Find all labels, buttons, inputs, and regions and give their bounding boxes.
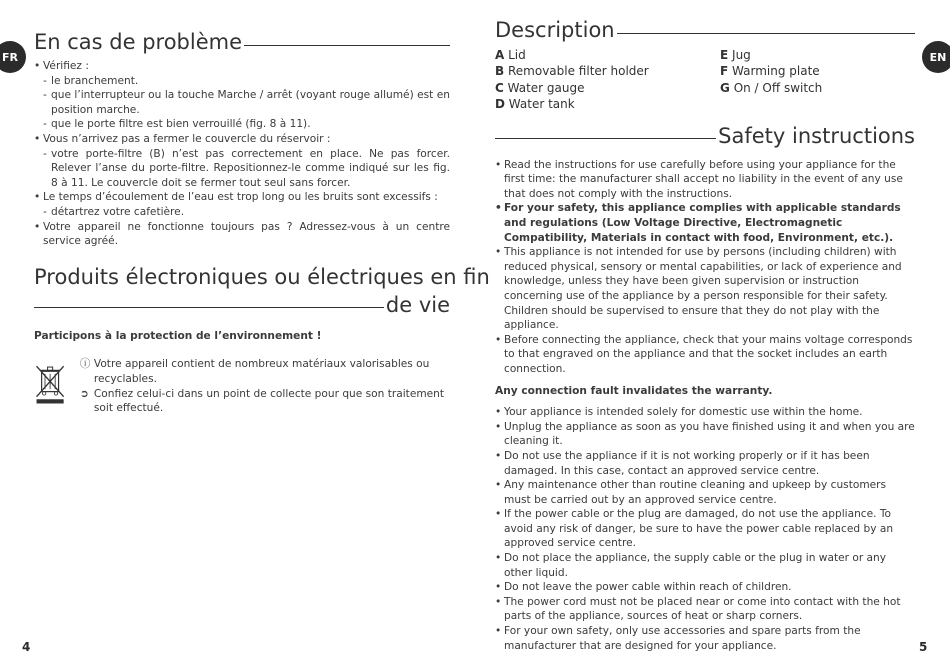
description-label: Water tank [508,97,575,112]
french-page [34,28,490,416]
problem-text: Vérifiez : [43,60,89,72]
warranty-note: Any connection fault invalidates the warranty. [495,384,773,397]
description-key: F [720,64,729,79]
problem-text: Vous n’arrivez pas a fermer le couvercle du réservoir : [43,132,331,145]
problem-item [34,220,450,249]
safety-item: • Do not leave the power cable within reach of children. [495,580,915,595]
safety-item: • This appliance is not intended for use by persons (including children) with reduced physical, sensory or mental capabilities, or lack of experience and knowledge, unless they have been given supervision or instruction concerning use of the appliance by a person responsible for their safety. Children should be supervised to ensure that they do not play with the appliance. [495,245,915,333]
description-key: D [495,97,505,112]
problem-item [34,59,450,132]
page-number-right: 5 [919,640,928,654]
safety-item: • If the power cable or the plug are damaged, do not use the appliance. To avoid any risk of danger, be sure to have the power cable replaced by an approved service centre. [495,507,915,551]
description-key: E [720,48,729,62]
safety-list-1 [495,158,915,377]
safety-item: • Do not place the appliance, the supply cable or the plug in water or any other liquid. [495,551,915,580]
enviro-subtitle: Participons à la protection de l’environnement ! [34,329,322,342]
recycling-text: Confiez celui-ci dans un point de collecte pour que son traitement soit effectué. [93,387,445,415]
page-number-left: 4 [22,640,31,654]
safety-item: • Before connecting the appliance, check that your mains voltage corresponds to that engraved on the appliance and that the socket includes an earth connection. [495,333,915,377]
heading-rule [34,307,384,308]
recycling-item [80,357,450,386]
description-label: Lid [508,48,526,62]
arrow-icon: ➲ [79,387,89,400]
safety-item: • Do not use the appliance if it is not working properly or if it has been damaged. In this case, contact an approved service centre. [495,449,915,478]
description-item [720,48,915,62]
description-title: Description [495,18,615,42]
safety-item: • For your safety, this appliance complies with applicable standards and regulations (Low Voltage Directive, Electromagnetic Compatibility, Materials in contact with food, Environment, etc.). [495,201,915,245]
safety-item: • Read the instructions for use carefully before using your appliance for the first time: the manufacturer shall accept no liability in the event of any use that does not comply with the instructions. [495,158,915,202]
crossed-bin-icon [34,359,68,409]
problem-text: Le temps d’écoulement de l’eau est trop long ou les bruits sont excessifs : [43,191,438,204]
problem-subitem: - votre porte-filtre (B) n’est pas correctement en place. Ne pas forcer. Relever l’anse du porte-filtre. Repositionnez-le comme indiqué sur les fig. 8 à 11. Le couvercle doit se fermer tout seul sans forcer. [43,147,450,191]
problem-subitem: - le branchement. [43,74,450,89]
recycling-item [80,387,450,416]
problem-subitem: - détartrez votre cafetière. [43,205,450,220]
problem-sublist [43,74,450,132]
language-badge-fr: FR [0,41,26,73]
description-label: On / Off switch [733,80,823,95]
problem-sublist [43,147,450,191]
info-icon: ⓘ [79,358,91,371]
description-heading [495,16,915,44]
description-item [495,81,720,95]
enviro-title-row2 [34,291,450,319]
problem-item [34,132,450,190]
description-key: G [720,80,730,95]
description-item [720,81,915,95]
english-page [495,16,915,653]
description-label: Water gauge [507,80,585,95]
heading-rule [244,45,450,46]
description-key: B [495,64,505,79]
recycling-text: Votre appareil contient de nombreux matériaux valorisables ou recyclables. [93,358,430,385]
recycling-list [80,357,450,415]
problem-heading [34,28,450,56]
description-label: Warming plate [732,64,820,79]
language-badge-en: EN [922,41,950,73]
safety-item: • Your appliance is intended solely for domestic use within the home. [495,405,915,420]
description-item [495,48,720,62]
description-item [495,64,720,78]
problem-subitem: - que le porte filtre est bien verrouillé (fig. 8 à 11). [43,117,450,132]
problem-subitem: - que l’interrupteur ou la touche Marche / arrêt (voyant rouge allumé) est en position marche. [43,88,450,117]
enviro-heading [34,263,490,319]
safety-item: • For your own safety, only use accessories and spare parts from the manufacturer that are designed for your appliance. [495,624,915,653]
description-list [495,48,915,112]
safety-item: • The power cord must not be placed near or come into contact with the hot parts of the appliance, sources of heat or sharp corners. [495,595,915,624]
enviro-title-line1: Produits électroniques ou électriques en fin [34,264,490,289]
heading-rule [617,33,915,34]
description-key: C [495,80,504,95]
description-label: Removable filter holder [507,64,649,79]
description-label: Jug [732,48,751,62]
description-key: A [495,48,505,62]
safety-item: • Unplug the appliance as soon as you have finished using it and when you are cleaning it. [495,420,915,449]
description-item [720,64,915,78]
safety-list-2 [495,405,915,653]
safety-title: Safety instructions [718,123,915,148]
description-item [495,97,720,111]
problem-title: En cas de problème [34,30,243,54]
recycling-section [34,357,450,415]
problem-sublist [43,205,450,220]
safety-heading [495,122,915,150]
problem-text: Votre appareil ne fonctionne toujours pas ? Adressez-vous à un centre service agréé. [43,220,450,248]
safety-item: • Any maintenance other than routine cleaning and upkeep by customers must be carried out by an approved service centre. [495,478,915,507]
heading-rule [495,138,716,139]
enviro-title-line2: de vie [385,292,450,317]
problem-list [34,59,450,249]
problem-item [34,190,450,219]
